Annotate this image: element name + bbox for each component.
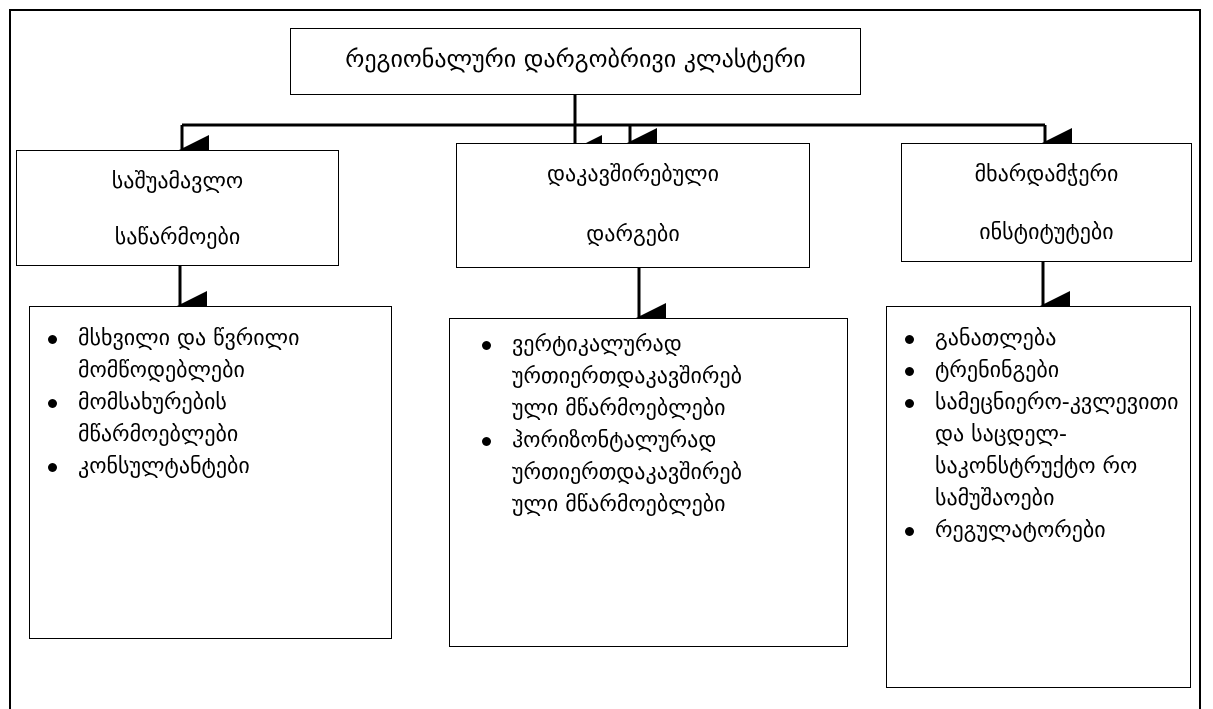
bullet-icon: [48, 399, 57, 408]
bullet-icon: [905, 367, 914, 376]
list-box-support: [886, 306, 1191, 688]
title-text: რეგიონალური დარგობრივი კლასტერი: [345, 45, 806, 73]
bullet-icon: [482, 437, 491, 446]
list-item: მომსახურების მწარმოებლები: [30, 387, 380, 451]
heading-line-2: ინსტიტუტები: [979, 220, 1114, 245]
list-item: მსხვილი და წვრილი მომწოდებლები: [30, 323, 380, 387]
title-box: [290, 28, 861, 95]
list-item: ვერტიკალურად ურთიერთდაკავშირებ ული მწარმოებლები: [464, 329, 774, 425]
list-item: განათლება: [887, 323, 1187, 355]
bullet-icon: [482, 341, 491, 350]
bullet-icon: [905, 527, 914, 536]
list-box-related: [449, 318, 848, 647]
heading-line-2: საწარმოები: [114, 225, 241, 250]
heading-line-1: მხარდამჭერი: [974, 162, 1119, 187]
heading-box-support: [901, 143, 1192, 262]
bullet-icon: [905, 399, 914, 408]
list-item: სამეცნიერო-კვლევითი და საცდელ-საკონსტრუქტო რო სამუშაოები: [887, 387, 1187, 515]
bullet-icon: [48, 463, 57, 472]
bullet-icon: [48, 335, 57, 344]
heading-box-related: [456, 143, 810, 268]
list-box-intermediary: [29, 306, 392, 639]
bullet-icon: [905, 335, 914, 344]
heading-box-intermediary: [16, 150, 339, 266]
heading-line-2: დარგები: [586, 222, 680, 247]
list-item: კონსულტანტები: [30, 451, 380, 483]
list-item: ჰორიზონტალურად ურთიერთდაკავშირებ ული მწარმოებლები: [464, 425, 774, 521]
heading-line-1: დაკავშირებული: [547, 162, 719, 187]
heading-line-1: საშუამავლო: [111, 169, 244, 194]
list-item: რეგულატორები: [887, 515, 1187, 547]
list-item: ტრენინგები: [887, 355, 1187, 387]
